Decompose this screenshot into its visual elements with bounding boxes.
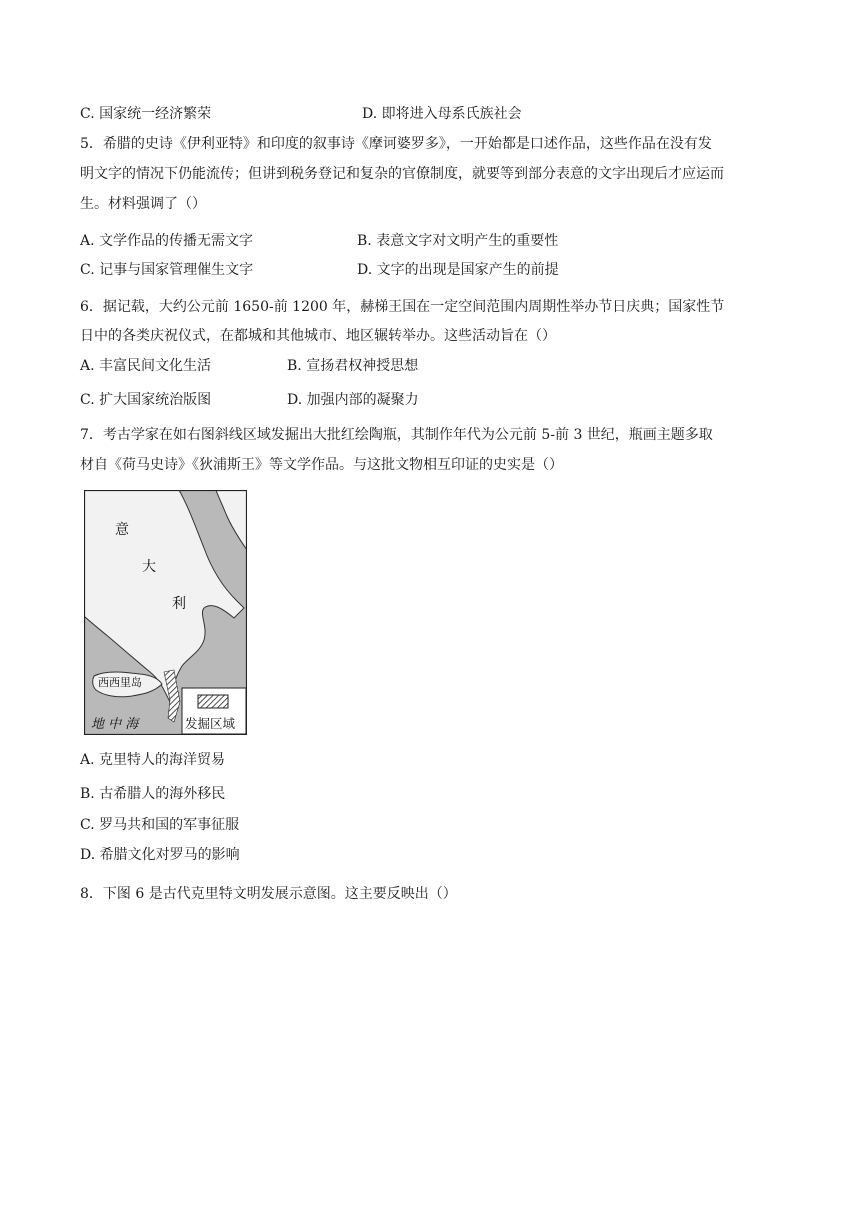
q4-option-c: C. 国家统一经济繁荣 — [80, 106, 212, 122]
q6-stem-line2: 日中的各类庆祝仪式，在都城和其他城市、地区辗转举办。这些活动旨在（） — [80, 328, 556, 344]
legend-label: 发掘区域 — [185, 716, 236, 731]
q6-option-a: A. 丰富民间文化生活 — [80, 358, 212, 374]
italy-map-svg — [84, 490, 247, 735]
q6-option-d: D. 加强内部的凝聚力 — [287, 392, 419, 408]
q7-option-a: A. 克里特人的海洋贸易 — [80, 752, 226, 768]
map-label-da: 大 — [142, 559, 156, 575]
q5-option-d: D. 文字的出现是国家产生的前提 — [357, 262, 559, 278]
q5-stem-line2: 明文字的情况下仍能流传；但讲到税务登记和复杂的官僚制度，就要等到部分表意的文字出现后才应运而 — [80, 166, 724, 182]
q5-option-b: B. 表意文字对文明产生的重要性 — [357, 233, 559, 249]
q7-stem-line1: 7．考古学家在如右图斜线区域发掘出大批红绘陶瓶，其制作年代为公元前 5-前 3 世纪，瓶画主题多取 — [80, 427, 713, 443]
q6-option-b: B. 宣扬君权神授思想 — [287, 358, 419, 374]
q7-option-b: B. 古希腊人的海外移民 — [80, 786, 226, 802]
italy-excavation-map — [84, 490, 247, 735]
q6-stem-line1: 6．据记载，大约公元前 1650-前 1200 年，赫梯王国在一定空间范围内周期性举办节日庆典；国家性节 — [80, 299, 725, 315]
map-label-sicily: 西西里岛 — [98, 676, 142, 689]
map-label-yi: 意 — [115, 522, 129, 538]
map-label-sea: 地 中 海 — [91, 717, 139, 732]
q5-stem-line3: 生。材料强调了（） — [80, 196, 206, 212]
q7-option-d: D. 希腊文化对罗马的影响 — [80, 847, 240, 863]
q4-option-d: D. 即将进入母系氏族社会 — [362, 106, 522, 122]
q5-stem-line1: 5．希腊的史诗《伊利亚特》和印度的叙事诗《摩诃婆罗多》，一开始都是口述作品，这些作品在没有发 — [80, 136, 712, 152]
q7-option-c: C. 罗马共和国的军事征服 — [80, 817, 240, 833]
q8-stem-line1: 8．下图 6 是古代克里特文明发展示意图。这主要反映出（） — [80, 886, 457, 902]
map-label-li: 利 — [172, 596, 186, 612]
q5-option-a: A. 文学作品的传播无需文字 — [80, 233, 254, 249]
legend-swatch — [198, 695, 228, 708]
q5-option-c: C. 记事与国家管理催生文字 — [80, 262, 254, 278]
q7-stem-line2: 材自《荷马史诗》《狄浦斯王》等文学作品。与这批文物相互印证的史实是（） — [80, 457, 563, 473]
q6-option-c: C. 扩大国家统治版图 — [80, 392, 212, 408]
